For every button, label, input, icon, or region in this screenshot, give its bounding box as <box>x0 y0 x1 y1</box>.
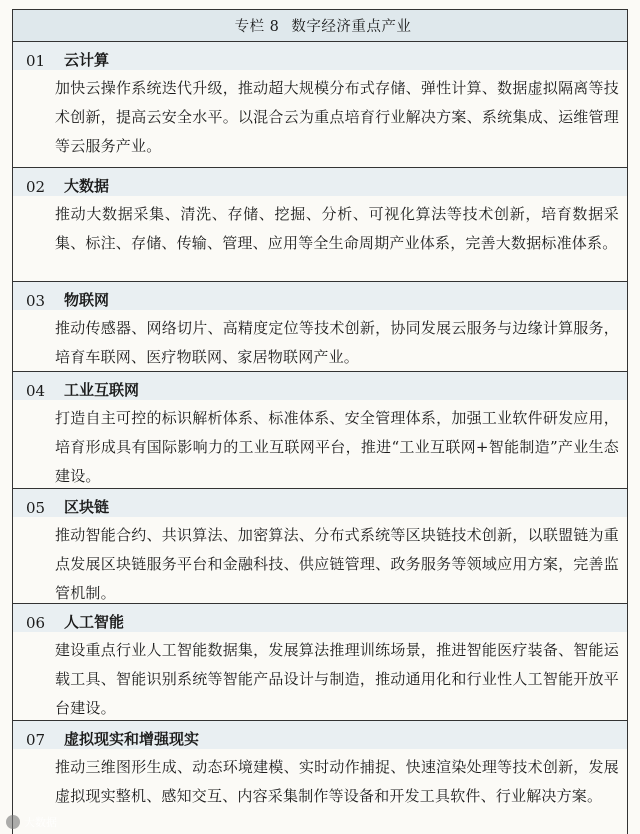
column-number: 专栏 8 <box>234 19 280 35</box>
section-body: 建设重点行业人工智能数据集，发展算法推理训练场景，推进智能医疗装备、智能运载工具、智能识别系统等智能产品设计与制造，推动通用化和行业性人工智能开放平台建设。 <box>55 641 619 717</box>
section-body: 打造自主可控的标识解析体系、标准体系、安全管理体系，加强工业软件研发应用，培育形成具有国际影响力的工业互联网平台，推进“工业互联网+智能制造”产业生态建设。 <box>55 409 619 485</box>
section-vr-ar <box>13 721 627 834</box>
title-text: 数字经济重点产业 <box>291 19 412 35</box>
section-header <box>13 372 627 400</box>
watermark <box>6 814 57 830</box>
section-index: 03 <box>26 292 46 310</box>
watermark-text: 大数据 <box>24 816 57 829</box>
section-body: 推动大数据采集、清洗、存储、挖掘、分析、可视化算法等技术创新，培育数据采集、标注、存储、传输、管理、应用等全生命周期产业体系，完善大数据标准体系。 <box>55 205 619 252</box>
section-body: 推动三维图形生成、动态环境建模、实时动作捕捉、快速渲染处理等技术创新，发展虚拟现实整机、感知交互、内容采集制作等设备和开发工具软件、行业解决方案。 <box>55 758 619 805</box>
section-name: 区块链 <box>64 498 110 516</box>
section-body: 加快云操作系统迭代升级，推动超大规模分布式存储、弹性计算、数据虚拟隔离等技术创新，提高云安全水平。以混合云为重点培育行业解决方案、系统集成、运维管理等云服务产业。 <box>55 79 619 155</box>
section-name: 大数据 <box>64 177 110 195</box>
table-title <box>13 10 627 42</box>
section-index: 01 <box>26 52 46 70</box>
section-ai <box>13 604 627 721</box>
section-blockchain <box>13 489 627 604</box>
section-header <box>13 489 627 517</box>
section-big-data <box>13 168 627 282</box>
section-body: 推动智能合约、共识算法、加密算法、分布式系统等区块链技术创新，以联盟链为重点发展区块链服务平台和金融科技、供应链管理、政务服务等领域应用方案，完善监管机制。 <box>55 526 619 602</box>
section-header <box>13 721 627 749</box>
section-iot <box>13 282 627 372</box>
section-index: 04 <box>26 382 46 400</box>
section-header <box>13 168 627 196</box>
section-index: 06 <box>26 614 46 632</box>
section-index: 07 <box>26 731 46 749</box>
section-header <box>13 42 627 70</box>
section-index: 05 <box>26 499 46 517</box>
feature-table <box>12 9 628 834</box>
section-name: 人工智能 <box>64 613 125 631</box>
section-name: 云计算 <box>64 51 110 69</box>
section-industrial-internet <box>13 372 627 489</box>
section-header <box>13 282 627 310</box>
section-name: 虚拟现实和增强现实 <box>64 730 200 748</box>
section-cloud-computing <box>13 42 627 168</box>
watermark-logo-icon <box>6 815 20 829</box>
section-index: 02 <box>26 178 46 196</box>
section-body: 推动传感器、网络切片、高精度定位等技术创新，协同发展云服务与边缘计算服务，培育车联网、医疗物联网、家居物联网产业。 <box>55 319 619 366</box>
section-header <box>13 604 627 632</box>
section-name: 工业互联网 <box>64 381 140 399</box>
section-name: 物联网 <box>64 291 110 309</box>
